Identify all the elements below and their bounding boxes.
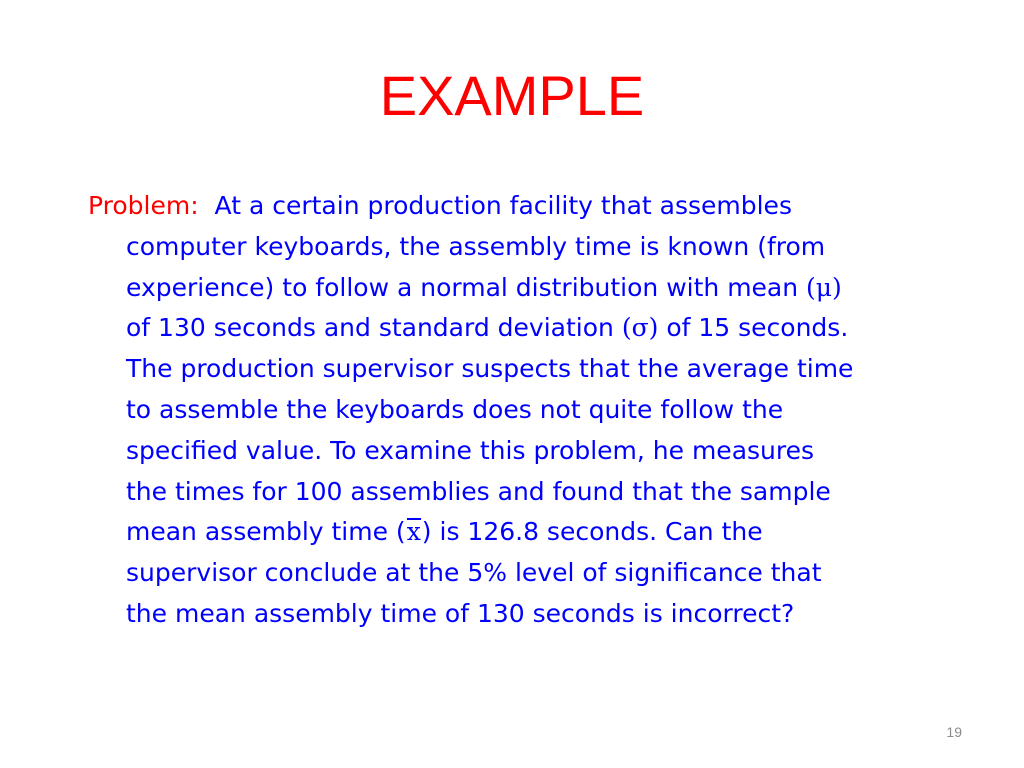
xbar-symbol: x	[406, 512, 422, 553]
problem-line-7: specified value. To examine this problem, he measures	[126, 435, 815, 465]
problem-line-4-text: of 130 seconds and standard deviation	[126, 313, 622, 343]
page-number: 19	[946, 724, 962, 740]
problem-line-9	[88, 512, 948, 553]
problem-line-10: supervisor conclude at the 5% level of significance that	[126, 558, 822, 588]
problem-line-2: computer keyboards, the assembly time is known (from	[126, 231, 826, 261]
problem-line-4-tail: of 15 seconds.	[658, 313, 849, 343]
problem-line-8: the times for 100 assemblies and found that the sample	[126, 476, 831, 506]
problem-line-5: The production supervisor suspects that the average time	[126, 354, 854, 384]
sigma-symbol: (σ)	[621, 313, 659, 343]
mu-symbol: (μ)	[806, 272, 842, 302]
problem-line-1	[88, 186, 948, 227]
problem-line-3	[88, 268, 948, 309]
problem-line-1-text: At a certain production facility that assembles	[214, 191, 792, 220]
problem-line-9-tail: ) is 126.8 seconds. Can the	[421, 517, 763, 547]
problem-line-3-text: experience) to follow a normal distribution with mean	[126, 272, 807, 302]
problem-text	[88, 186, 948, 635]
problem-line-9-text: mean assembly time (	[126, 517, 406, 547]
problem-line-6: to assemble the keyboards does not quite follow the	[126, 394, 784, 424]
problem-label: Problem:	[88, 191, 199, 220]
problem-line-4	[88, 308, 948, 349]
problem-line-11: the mean assembly time of 130 seconds is incorrect?	[126, 598, 795, 628]
slide-title: EXAMPLE	[379, 64, 645, 127]
